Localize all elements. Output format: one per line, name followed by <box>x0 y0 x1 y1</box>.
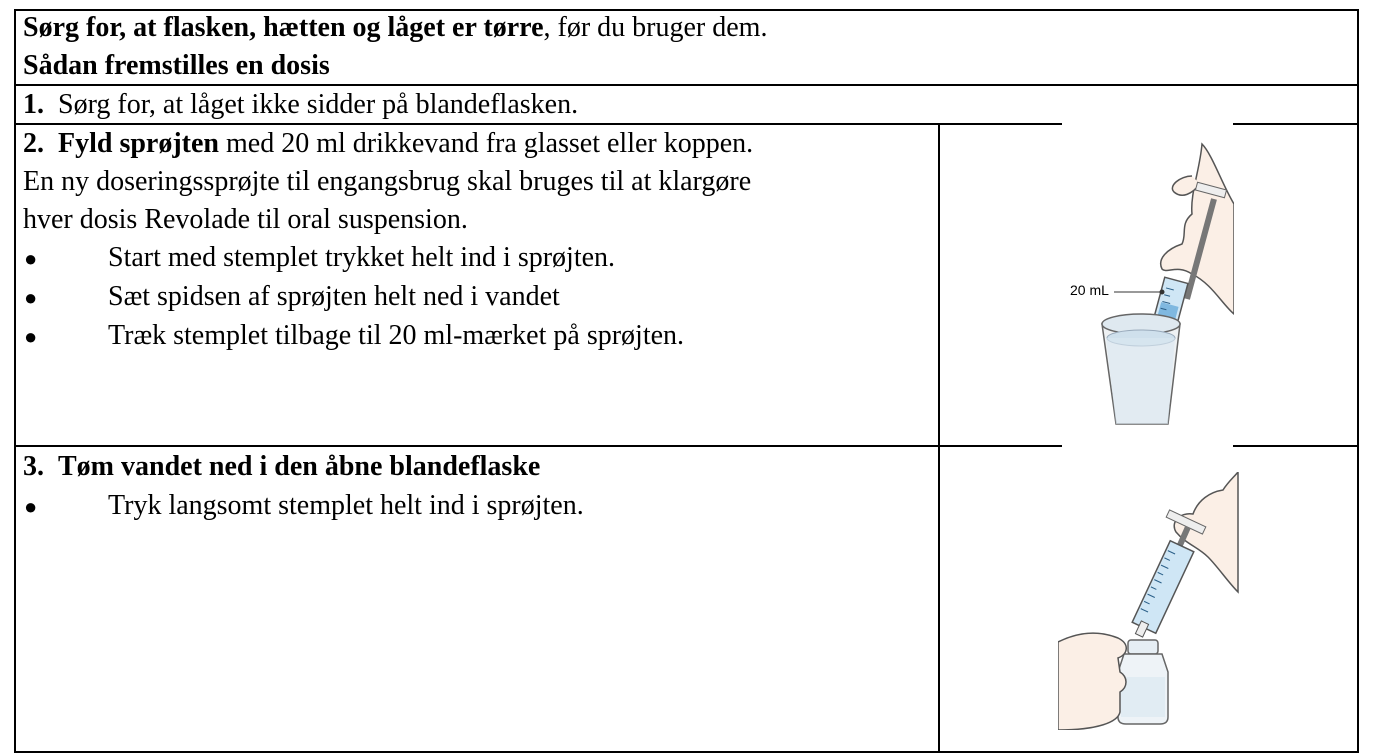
table-border-right <box>1357 9 1359 753</box>
bullet-icon: ● <box>24 285 38 310</box>
intro-bold: Sørg for, at flasken, hætten og låget er tørre <box>23 12 544 43</box>
step-1-text: Sørg for, at låget ikke sidder på blandeflasken. <box>58 89 579 120</box>
bullet-icon: ● <box>24 494 38 519</box>
bullet-icon: ● <box>24 246 38 271</box>
syringe-into-bottle-illustration <box>1058 472 1240 730</box>
step-2-lead <box>23 125 753 163</box>
bullet-icon: ● <box>24 324 38 349</box>
intro-rest: , før du bruger dem. <box>543 12 768 43</box>
step-2-number: 2. <box>23 128 44 159</box>
step-3-lead <box>23 448 540 486</box>
row-divider-3b <box>1233 445 1359 447</box>
row-divider-3a <box>14 445 1062 447</box>
step-2-bullet-3: Træk stemplet tilbage til 20 ml-mærket på sprøjten. <box>108 320 685 351</box>
column-divider <box>938 123 940 753</box>
table-border-bottom <box>14 751 1359 753</box>
step-2-lead-rest: med 20 ml drikkevand fra glasset eller koppen. <box>219 128 754 159</box>
intro-line <box>23 9 767 47</box>
step-1-number: 1. <box>23 89 44 120</box>
syringe-20ml-label: 20 mL <box>1070 282 1109 298</box>
step-2-bullet-2: Sæt spidsen af sprøjten helt ned i vandet <box>108 281 560 312</box>
step-2-lead-bold: Fyld sprøjten <box>58 128 219 159</box>
step-3-bullet-1: Tryk langsomt stemplet helt ind i sprøjten. <box>108 490 584 521</box>
step-2-bullet-1: Start med stemplet trykket helt ind i sprøjten. <box>108 242 616 273</box>
row-divider-2b <box>1233 123 1359 125</box>
step-3-lead-bold: Tøm vandet ned i den åbne blandeflaske <box>58 451 541 482</box>
step-3-number: 3. <box>23 451 44 482</box>
step-2-para-line1: En ny doseringssprøjte til engangsbrug skal bruges til at klargøre <box>23 166 752 197</box>
table-border-left <box>14 9 16 753</box>
step-2-para-line2: hver dosis Revolade til oral suspension. <box>23 204 468 235</box>
step-1 <box>23 86 578 124</box>
section-title: Sådan fremstilles en dosis <box>23 50 330 81</box>
